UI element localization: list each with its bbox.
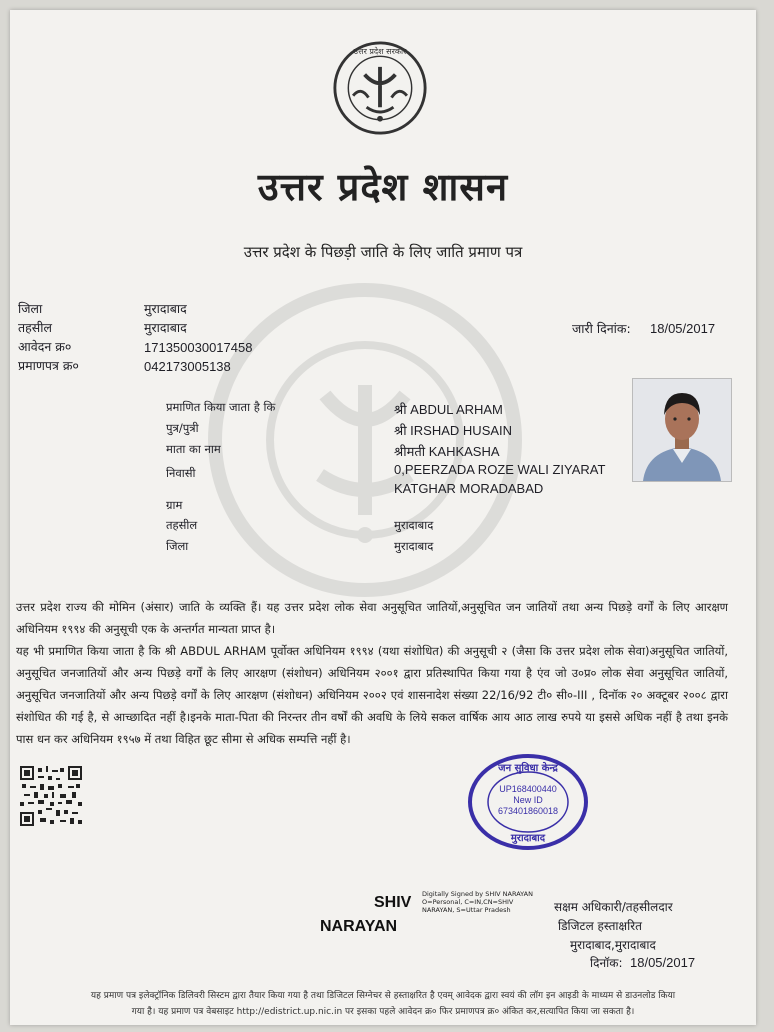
certificate-number: 042173005138 [144,359,231,374]
stamp-bottom-text: मुरादाबाद [510,833,546,844]
footer-line1: यह प्रमाण पत्र इलेक्ट्रॉनिक डिलिवरी सिस्टम द्वारा तैयार किया गया है तथा डिजिटल सिग्नेचर से हस्ताक्षरित है एवम् आवेदक द्वारा स्वयं की लॉग इन आइडी के माध्यम से डाउनलोड किया [90,991,676,1001]
footer-note [18,988,748,1020]
child-label: पुत्र/पुत्री [166,421,199,435]
authority-location: मुरादाबाद,मुरादाबाद [570,938,656,952]
mother-label: माता का नाम [166,442,221,456]
authority-date-label: दिनॉक: [590,956,623,970]
body-paragraph-caste: उत्तर प्रदेश राज्य की मोमिन (अंसार) जाति के व्यक्ति हैं। यह उत्तर प्रदेश लोक सेवा अनुसूचित जातियों,अनुसूचित जन जातियों तथा अन्य पिछड़े वर्गों के लिए आरक्षण अधिनियम १९९४ की अनुसूची एक के अन्तर्गत मान्यता प्राप्त है। [16,600,728,636]
details-tehsil-label: तहसील [166,518,198,532]
applicant-photo [632,378,732,482]
certificate-page [10,10,756,1025]
certificate-body [16,596,728,750]
stamp-top-text: जन सुविधा केन्द्र [498,763,558,774]
father-name: श्री IRSHAD HUSAIN [394,423,513,438]
resident-address-line2: KATGHAR MORADABAD [394,481,544,496]
district-value: मुरादाबाद [144,301,187,316]
authority-designation: सक्षम अधिकारी/तहसीलदार [554,900,673,914]
emblem-caption: उत्तर प्रदेश सरकार [353,47,407,56]
page-title: उत्तर प्रदेश शासन [257,164,509,209]
mother-name: श्रीमती KAHKASHA [394,444,500,459]
details-district-value: मुरादाबाद [394,539,434,553]
stamp-new-id: 673401860018 [497,806,559,816]
certified-name: श्री ABDUL ARHAM [394,402,503,417]
official-stamp [466,752,590,852]
resident-address-line1: 0,PEERZADA ROZE WALI ZIYARAT [394,462,606,477]
authority-date-value: 18/05/2017 [630,955,696,970]
issue-date-label: जारी दिनांक: [572,321,631,336]
details-tehsil-value: मुरादाबाद [394,518,434,532]
authority-digital-signed: डिजिटल हस्ताक्षरित [558,919,642,933]
digital-signature-note: Digitally Signed by SHIV NARAYAN O=Personal, C=IN,CN=SHIV NARAYAN, S=Uttar Pradesh [422,890,533,914]
page-subtitle: उत्तर प्रदेश के पिछड़ी जाति के लिए जाति प्रमाण पत्र [243,243,523,261]
body-paragraph-certification: यह भी प्रमाणित किया जाता है कि श्री ABDUL ARHAM पूर्वोक्त अधिनियम १९९४ (यथा संशोधित) की अनुसूची २ (जैसा कि उत्तर प्रदेश लोक सेवा)अनुसूचित जातियों, अनुसूचित जनजातियों और अन्य पिछड़े वर्गों के लिए आरक्षण (संशोधन) अधिनियम २००१ द्वारा प्रतिस्थापित किया गया है एंव जो उ०प्र० लोक सेवा अनुसूचित जातियों, अनुसूचित जनजातियों और अन्य पिछड़े वर्गों के लिए आरक्षण (संशोधन) अधिनियम २००२ एवं शासनादेश संख्या 22/16/92 टी० सी०-III , दिनॉक २० अक्टूबर २००८ द्वारा संशोधित की गई है, से आच्छादित नहीं है।इनके माता-पिता की निरन्तर तीन वर्षों की अवधि के लिये सकल वार्षिक आय आठ लाख रुपये या इससे अधिक नहीं है तथा इनके पास धन कर अधिनियम १९५७ में तथा विहित छूट सीमा से अधिक सम्पत्ति नहीं है। [16,644,728,746]
signer-last-name: NARAYAN [320,918,398,935]
watermark-emblem-icon [200,275,530,605]
tehsil-label: तहसील [18,320,52,335]
village-label: ग्राम [166,498,183,512]
certificate-label: प्रमाणपत्र क्र० [18,358,79,373]
stamp-new-id-label: New ID [513,795,543,805]
qr-code-icon [20,766,82,826]
application-label: आवेदन क्र० [18,339,72,354]
footer-line2: गया है। यह प्रमाण पत्र वेबसाइट http://edistrict.up.nic.in पर इसका पहले आवेदन क्र० फिर प्रमाणपत्र क्र० अंकित कर,सत्यापित किया जा सकता है। [131,1007,635,1017]
stamp-code: UP168400440 [499,784,557,794]
person-photo-icon [633,379,731,481]
district-label: जिला [18,301,43,316]
certified-label: प्रमाणित किया जाता है कि [166,400,276,414]
application-number: 171350030017458 [144,340,253,355]
issue-date-value: 18/05/2017 [650,321,716,336]
details-district-label: जिला [166,539,189,553]
tehsil-value: मुरादाबाद [144,320,187,335]
resident-label: निवासी [166,466,196,480]
signer-first-name: SHIV [374,894,412,911]
